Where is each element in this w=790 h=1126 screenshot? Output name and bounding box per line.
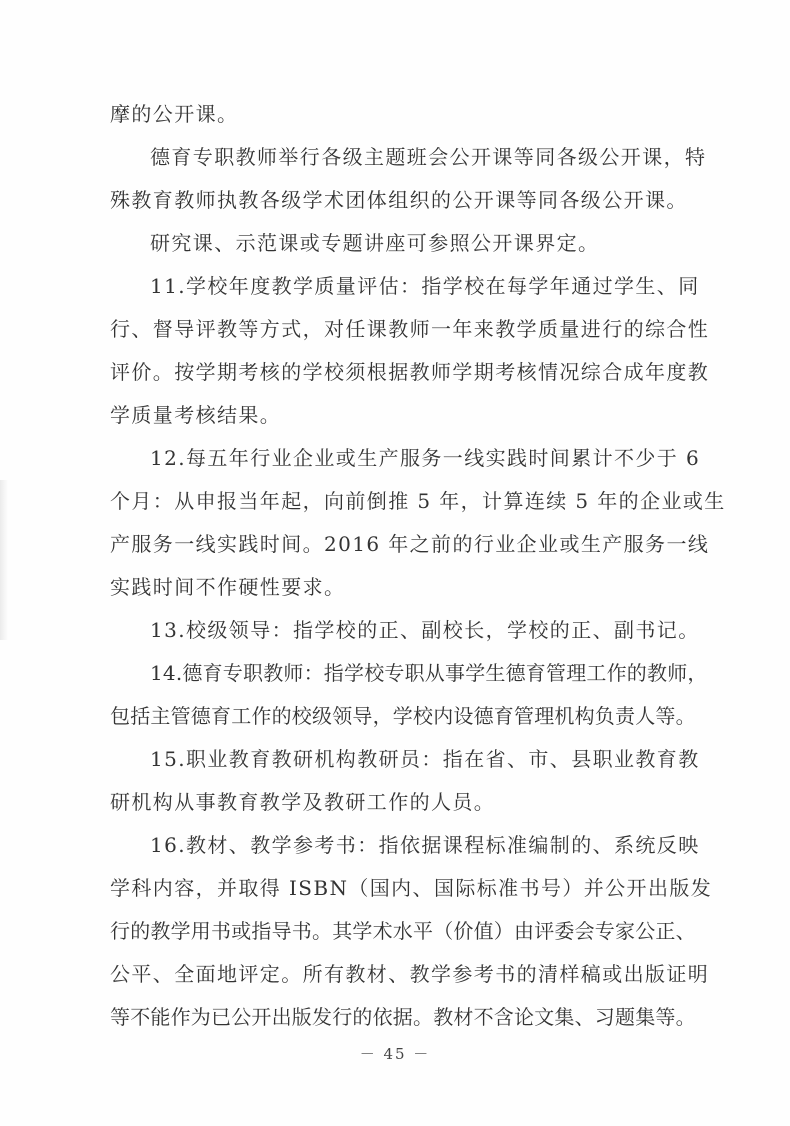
page-number: － 45 －: [359, 1045, 431, 1063]
paragraph-start: 研究课、示范课或专题讲座可参照公开课界定。: [150, 231, 600, 255]
text-line: 等不能作为已公开出版发行的依据。教材不含论文集、习题集等。: [110, 1005, 696, 1029]
item-12-heading: 12.每五年行业企业或生产服务一线实践时间累计不少于 6: [150, 446, 701, 470]
text-line: 行的教学用书或指导书。其学术水平（价值）由评委会专家公正、: [110, 919, 696, 943]
text-line: 个月：从申报当年起，向前倒推 5 年，计算连续 5 年的企业或生: [110, 489, 726, 513]
text-line: 包括主管德育工作的校级领导，学校内设德育管理机构负责人等。: [110, 704, 696, 728]
text-line: 殊教育教师执教各级学术团体组织的公开课等同各级公开课。: [110, 188, 688, 212]
text-line: 实践时间不作硬性要求。: [110, 575, 346, 599]
text-line: 公平、全面地评定。所有教材、教学参考书的清样稿或出版证明: [110, 962, 710, 986]
item-15-heading: 15.职业教育教研机构教研员：指在省、市、县职业教育教: [150, 747, 700, 771]
text-line: 学科内容，并取得 ISBN（国内、国际标准书号）并公开出版发: [110, 876, 713, 900]
paragraph-start: 德育专职教师举行各级主题班会公开课等同各级公开课，特: [150, 145, 707, 169]
text-line: 研机构从事教育教学及教研工作的人员。: [110, 790, 496, 814]
item-13-heading: 13.校级领导：指学校的正、副校长，学校的正、副书记。: [150, 618, 700, 642]
scan-artifact: [0, 480, 8, 640]
item-14-heading: 14.德育专职教师：指学校专职从事学生德育管理工作的教师，: [150, 661, 708, 685]
text-line: 学质量考核结果。: [110, 403, 282, 427]
text-line: 行、督导评教等方式，对任课教师一年来教学质量进行的综合性: [110, 317, 710, 341]
item-16-heading: 16.教材、教学参考书：指依据课程标准编制的、系统反映: [150, 833, 700, 857]
text-line: 评价。按学期考核的学校须根据教师学期考核情况综合成年度教: [110, 360, 710, 384]
text-line: 产服务一线实践时间。2016 年之前的行业企业或生产服务一线: [110, 532, 710, 556]
item-11-heading: 11.学校年度教学质量评估：指学校在每学年通过学生、同: [150, 274, 700, 298]
text-line: 摩的公开课。: [110, 102, 239, 126]
